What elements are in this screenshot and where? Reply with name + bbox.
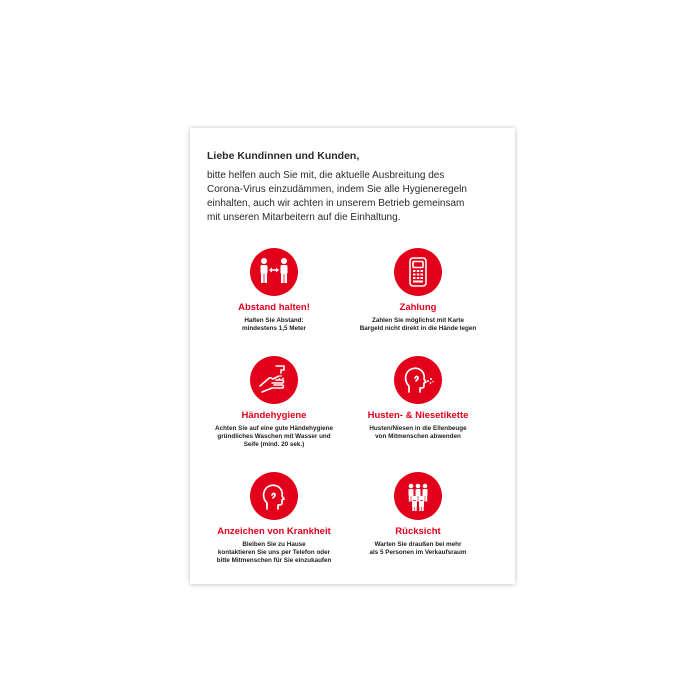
rule-text xyxy=(338,317,498,333)
card-terminal-icon xyxy=(394,248,442,296)
rule-text-line: Bleiben Sie zu Hause xyxy=(242,541,306,548)
rule-title: Rücksicht xyxy=(395,526,441,537)
rule-text xyxy=(194,317,354,333)
intro-line: mit unseren Mitarbeitern auf die Einhaltung. xyxy=(207,212,401,223)
rule-title: Anzeichen von Krankheit xyxy=(217,526,331,537)
rule-title: Zahlung xyxy=(399,302,437,313)
rule-distance xyxy=(194,248,354,333)
rule-text-line: Husten/Niesen in die Ellenbeuge xyxy=(369,425,467,432)
intro-paragraph xyxy=(207,169,507,225)
rule-cough-etiquette xyxy=(338,356,498,441)
rule-text xyxy=(194,425,354,450)
rule-text-line: Seife (mind. 20 sek.) xyxy=(243,441,305,449)
intro-line: bitte helfen auch Sie mit, die aktuelle Ausbreitung des xyxy=(207,170,445,181)
group-people-icon xyxy=(394,472,442,520)
rule-text-line: Achten Sie auf eine gute Händehygiene xyxy=(215,425,333,432)
rule-text-line: mindestens 1,5 Meter xyxy=(241,325,307,333)
rule-text xyxy=(338,425,498,441)
rule-title: Händehygiene xyxy=(241,410,307,421)
hygiene-poster xyxy=(190,128,515,584)
rule-text-line: Halten Sie Abstand: xyxy=(244,317,304,324)
hand-washing-icon xyxy=(250,356,298,404)
rule-text-line: gründliches Waschen mit Wasser und xyxy=(217,433,331,441)
rule-text-line: von Mitmenschen abwenden xyxy=(375,433,461,441)
rule-text xyxy=(338,541,498,557)
rule-text-line: Bargeld nicht direkt in die Hände legen xyxy=(359,325,477,333)
rule-consideration xyxy=(338,472,498,557)
rule-illness xyxy=(194,472,354,566)
rule-payment xyxy=(338,248,498,333)
rule-text-line: Zahlen Sie möglichst mit Karte xyxy=(371,317,465,324)
rule-text-line: Warten Sie draußen bei mehr xyxy=(374,541,462,548)
rule-hand-hygiene xyxy=(194,356,354,450)
intro-line: einhalten, auch wir achten in unserem Betrieb gemeinsam xyxy=(207,198,465,209)
distance-icon xyxy=(250,248,298,296)
rule-text xyxy=(194,541,354,566)
rule-title: Husten- & Niesetikette xyxy=(367,410,469,421)
rule-text-line: kontaktieren Sie uns per Telefon oder xyxy=(217,549,331,557)
greeting-heading: Liebe Kundinnen und Kunden, xyxy=(207,150,360,162)
cough-icon xyxy=(394,356,442,404)
rule-text-line: bitte Mitmenschen für Sie einzukaufen xyxy=(216,557,332,565)
sick-person-icon xyxy=(250,472,298,520)
rule-text-line: als 5 Personen im Verkaufsraum xyxy=(369,549,467,557)
intro-line: Corona-Virus einzudämmen, indem Sie alle Hygieneregeln xyxy=(207,184,467,195)
rule-title: Abstand halten! xyxy=(238,302,310,313)
